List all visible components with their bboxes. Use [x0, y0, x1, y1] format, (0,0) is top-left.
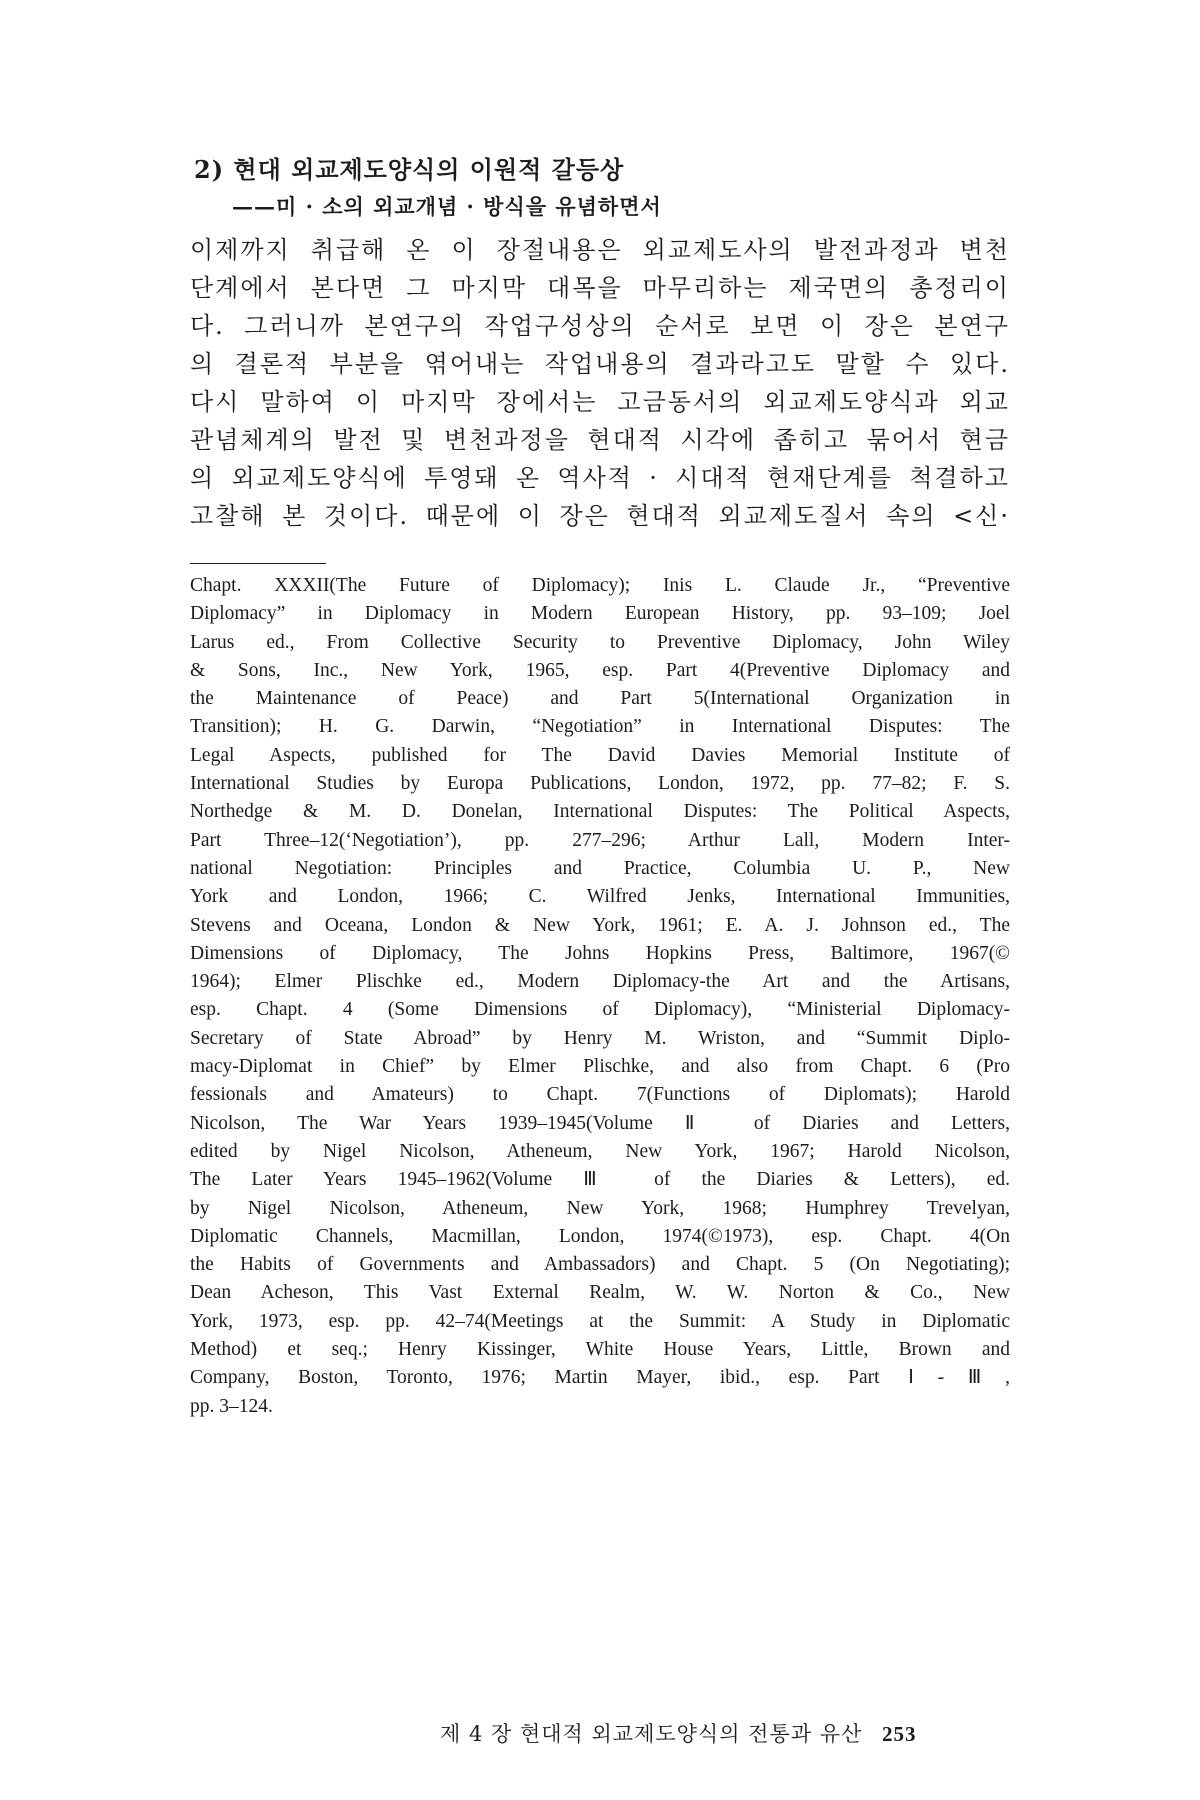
page-footer — [440, 1718, 1000, 1748]
footnote-line: Diplomatic Channels, Macmillan, London, 1974(©1973), esp. Chapt. 4(On — [190, 1225, 1010, 1247]
footnote-line: Chapt. XXXII(The Future of Diplomacy); Inis L. Claude Jr., “Preventive — [190, 575, 1010, 596]
page-number: 253 — [881, 1722, 917, 1746]
body-line: 의 외교제도양식에 투영돼 온 역사적 · 시대적 현재단계를 척결하고 — [190, 464, 1010, 492]
footnote-line: & Sons, Inc., New York, 1965, esp. Part 4(Preventive Diplomacy and — [190, 659, 1010, 681]
footnote-line: 1964); Elmer Plischke ed., Modern Diplomacy-the Art and the Artisans, — [190, 971, 1010, 993]
footnote-line: pp. 3–124. — [190, 1395, 273, 1417]
footnote-line: Northedge & M. D. Donelan, International Disputes: The Political Aspects, — [190, 801, 1010, 823]
footnote-line: Legal Aspects, published for The David Davies Memorial Institute of — [190, 744, 1010, 766]
footnote-line: Transition); H. G. Darwin, “Negotiation” in International Disputes: The — [190, 716, 1010, 738]
footnote-line: Nicolson, The War Years 1939–1945(Volume Ⅱ of Diaries and Letters, — [190, 1112, 1010, 1134]
footnote-line: Diplomacy” in Diplomacy in Modern European History, pp. 93–109; Joel — [190, 603, 1010, 625]
running-head: 제 4 장 현대적 외교제도양식의 전통과 유산 — [440, 1722, 863, 1746]
footnote-line: Part Three–12(‘Negotiation’), pp. 277–296; Arthur Lall, Modern Inter- — [190, 829, 1010, 851]
footnote-line: Stevens and Oceana, London & New York, 1961; E. A. J. Johnson ed., The — [190, 914, 1010, 936]
footnote-line: edited by Nigel Nicolson, Atheneum, New York, 1967; Harold Nicolson, — [190, 1140, 1010, 1162]
page-content — [190, 150, 1010, 1421]
body-line: 단계에서 본다면 그 마지막 대목을 마무리하는 제국면의 총정리이 — [190, 274, 1010, 302]
footnote-line: York and London, 1966; C. Wilfred Jenks, International Immunities, — [190, 886, 1010, 908]
footnote-line: York, 1973, esp. pp. 42–74(Meetings at the Summit: A Study in Diplomatic — [190, 1310, 1010, 1332]
footnote-line: Secretary of State Abroad” by Henry M. Wriston, and “Summit Diplo- — [190, 1027, 1010, 1049]
footnote-line: Larus ed., From Collective Security to Preventive Diplomacy, John Wiley — [190, 631, 1010, 653]
footnote-line: macy-Diplomat in Chief” by Elmer Plischke, and also from Chapt. 6 (Pro — [190, 1056, 1010, 1078]
body-line: 관념체계의 발전 및 변천과정을 현대적 시각에 좁히고 묶어서 현금 — [190, 426, 1010, 454]
footnote-line: the Maintenance of Peace) and Part 5(International Organization in — [190, 688, 1010, 710]
footnote-line: esp. Chapt. 4 (Some Dimensions of Diplomacy), “Ministerial Diplomacy- — [190, 999, 1010, 1021]
body-line: 다. 그러니까 본연구의 작업구성상의 순서로 보면 이 장은 본연구 — [190, 312, 1010, 340]
body-line: 다시 말하여 이 마지막 장에서는 고금동서의 외교제도양식과 외교 — [190, 388, 1010, 416]
section-subheading: ——미 · 소의 외교개념 · 방식을 유념하면서 — [232, 194, 662, 219]
footnote-line: by Nigel Nicolson, Atheneum, New York, 1968; Humphrey Trevelyan, — [190, 1197, 1010, 1219]
footnote-line: Dean Acheson, This Vast External Realm, W. W. Norton & Co., New — [190, 1282, 1010, 1304]
footnote-line: The Later Years 1945–1962(Volume Ⅲ of the Diaries & Letters), ed. — [190, 1169, 1010, 1191]
footnote-line: Method) et seq.; Henry Kissinger, White House Years, Little, Brown and — [190, 1339, 1010, 1361]
footnote-line: the Habits of Governments and Ambassadors) and Chapt. 5 (On Negotiating); — [190, 1254, 1010, 1276]
body-line: 의 결론적 부분을 엮어내는 작업내용의 결과라고도 말할 수 있다. — [190, 350, 1010, 378]
body-text — [190, 231, 1010, 535]
footnotes — [190, 572, 1010, 1421]
footnote-line: Company, Boston, Toronto, 1976; Martin Mayer, ibid., esp. Part Ⅰ-Ⅲ, — [190, 1367, 1010, 1389]
footnote-line: fessionals and Amateurs) to Chapt. 7(Functions of Diplomats); Harold — [190, 1084, 1010, 1106]
footnote-line: International Studies by Europa Publications, London, 1972, pp. 77–82; F. S. — [190, 773, 1010, 795]
footnote-line: Dimensions of Diplomacy, The Johns Hopkins Press, Baltimore, 1967(© — [190, 942, 1010, 964]
footnote-line: national Negotiation: Principles and Practice, Columbia U. P., New — [190, 857, 1010, 879]
body-line: 이제까지 취급해 온 이 장절내용은 외교제도사의 발전과정과 변천 — [190, 236, 1010, 264]
section-heading: 2) 현대 외교제도양식의 이원적 갈등상 — [194, 155, 625, 184]
body-line: 고찰해 본 것이다. 때문에 이 장은 현대적 외교제도질서 속의 <신· — [190, 502, 1010, 530]
footnote-divider — [190, 563, 326, 564]
